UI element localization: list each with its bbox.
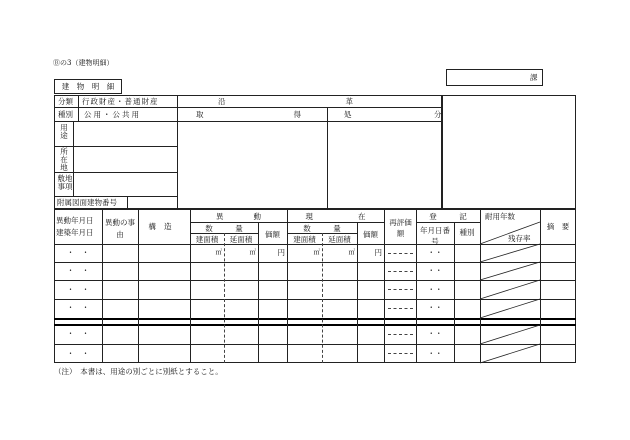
bunrui-label: 分類: [58, 97, 73, 106]
toki-date: ・・: [427, 266, 443, 275]
shozaichi-label: 所在地: [60, 147, 68, 172]
row-date: ・ ・: [66, 329, 90, 338]
genzai-kenmenseki: 建面積: [293, 235, 316, 244]
col-toki-date: 年月日番号: [420, 226, 450, 246]
col-zanzon: 残存率: [508, 234, 531, 243]
taiyo-row-diagonal: [480, 344, 540, 363]
genzai-kakaku: 価額: [363, 230, 378, 239]
fuzoku-label: 附属図面建物番号: [57, 198, 117, 207]
row-date: ・ ・: [66, 266, 90, 275]
unit-yen: 円: [277, 248, 285, 257]
footnote: （注） 本書は、用途の別ごとに別紙とすること。: [54, 367, 223, 376]
shubetsu-value: 公用・公共用: [84, 110, 141, 119]
col-idou: 異 動: [216, 212, 261, 221]
col-idou-jiyu: 異動の事由: [105, 218, 135, 239]
shutoku-header: 取 得: [196, 110, 301, 119]
unit-m2: ㎡: [249, 248, 256, 256]
taiyo-row-diagonal: [480, 299, 540, 318]
unit-m2: ㎡: [313, 248, 320, 256]
genzai-suryo: 数 量: [303, 224, 341, 233]
toki-date: ・・: [427, 303, 443, 312]
toki-date: ・・: [427, 248, 443, 257]
enkaku-header: 沿 革: [218, 97, 353, 106]
taiyo-row-diagonal: [480, 244, 540, 262]
jiko-label: 敷地事項: [57, 174, 73, 191]
page-title: 建 物 明 細: [61, 82, 115, 91]
col-taiyo: 耐用年数: [485, 212, 515, 221]
row-date: ・ ・: [66, 349, 90, 358]
toki-date: ・・: [427, 349, 443, 358]
taiyo-row-diagonal: [480, 262, 540, 280]
shubetsu-label: 種別: [58, 110, 73, 119]
taiyo-row-diagonal: [480, 280, 540, 299]
yoto-label: 用途: [60, 123, 68, 140]
col-kozo: 構造: [148, 222, 180, 231]
col-toki-shubetsu: 種別: [459, 228, 475, 237]
col-toki: 登 記: [429, 212, 467, 221]
taiyo-row-diagonal: [480, 325, 540, 344]
col-kenchiku-date: 建築年月日: [56, 228, 94, 237]
idou-suryo: 数 量: [205, 224, 243, 233]
col-tekiyo: 摘 要: [546, 222, 570, 231]
toki-date: ・・: [427, 329, 443, 338]
unit-yen: 円: [374, 248, 382, 257]
idou-kenmenseki: 建面積: [195, 235, 219, 244]
genzai-nobemenseki: 延面積: [328, 235, 351, 244]
bunrui-value: 行政財産・普通財産: [82, 97, 159, 106]
idou-nobemenseki: 延面積: [229, 235, 253, 244]
row-date: ・ ・: [66, 303, 90, 312]
idou-kakaku: 価額: [265, 230, 280, 239]
unit-m2: ㎡: [215, 248, 222, 256]
row-date: ・ ・: [66, 285, 90, 294]
col-idou-date: 異動年月日: [56, 216, 94, 225]
unit-m2: ㎡: [348, 248, 355, 256]
dept-label: 課: [530, 73, 538, 82]
row-date: ・ ・: [66, 248, 90, 257]
col-saihyoka: 再評価額: [389, 218, 412, 238]
form-id: Ⓑの3（建物明細）: [53, 59, 114, 67]
shobun-header: 処 分: [344, 110, 442, 119]
toki-date: ・・: [427, 285, 443, 294]
col-genzai: 現 在: [305, 212, 366, 221]
